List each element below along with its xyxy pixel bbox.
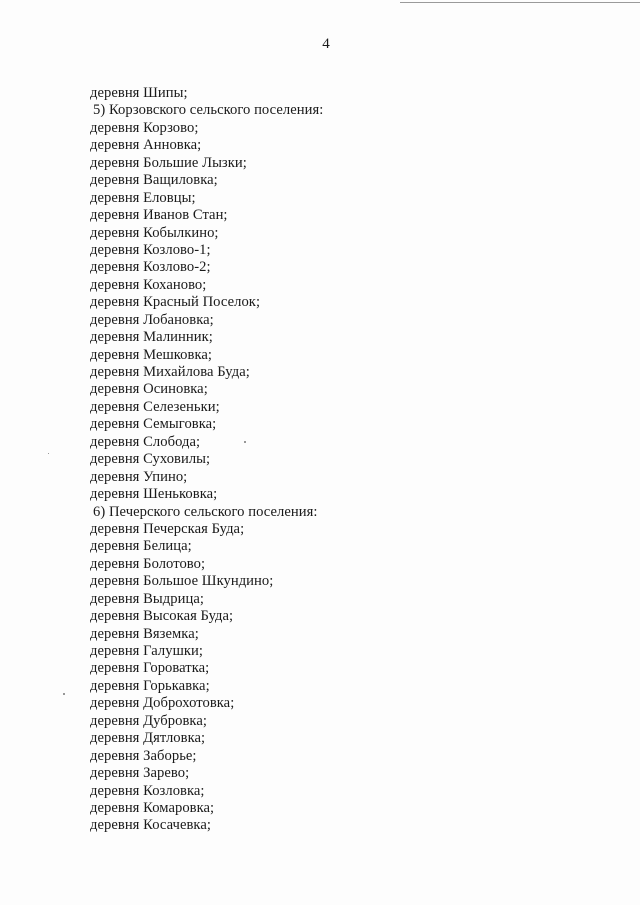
village-entry: деревня Комаровка; [90,799,215,816]
village-entry: деревня Белица; [90,538,192,555]
village-entry: деревня Лобановка; [90,311,214,328]
village-entry: деревня Козлово-1; [90,241,211,258]
section-heading: 5) Корзовского сельского поселения: [93,102,324,119]
village-entry: деревня Доброхотовка; [90,695,235,712]
page-number: 4 [322,36,330,52]
village-entry: деревня Вяземка; [90,625,199,642]
village-entry: деревня Дубровка; [90,712,207,729]
village-entry: деревня Мешковка; [90,346,213,363]
village-entry: деревня Осиновка; [90,381,208,398]
settlement-list [90,85,510,835]
village-entry: деревня Галушки; [90,643,203,659]
village-entry: деревня Горoватка; [90,660,210,677]
village-entry: деревня Зарево; [90,765,190,782]
scan-speck [63,693,65,695]
village-entry: деревня Печерская Буда; [90,520,245,537]
village-entry: деревня Шипы; [90,85,188,101]
scan-speck [244,441,246,443]
village-entry: деревня Козлово-2; [90,259,211,276]
village-entry: деревня Болотово; [90,555,206,572]
top-edge-rule [400,2,640,3]
section-heading: 6) Печерского сельского поселения: [93,503,318,520]
village-entry: деревня Селезеньки; [90,398,220,415]
village-entry: деревня Дятловка; [90,730,206,747]
village-entry: деревня Шеньковка; [90,486,218,503]
village-entry: деревня Выдрица; [90,590,204,607]
village-entry: деревня Слобода; [90,433,201,450]
village-entry: деревня Косачевка; [90,817,211,834]
village-entry: деревня Корзово; [90,119,199,136]
village-entry: деревня Ващиловка; [90,172,218,189]
village-entry: деревня Малинник; [90,329,213,346]
village-entry: деревня Семыговка; [90,416,217,433]
village-entry: деревня Большие Лызки; [90,154,247,171]
village-entry: деревня Горькавка; [90,677,210,694]
village-entry: деревня Заборье; [90,747,197,764]
village-entry: деревня Еловцы; [90,189,196,206]
scan-speck [48,453,49,454]
village-entry: деревня Козловка; [90,782,205,799]
village-entry: деревня Иванов Стан; [90,207,228,224]
village-entry: деревня Коханово; [90,276,207,293]
village-entry: деревня Кобылкино; [90,224,219,241]
village-entry: деревня Анновка; [90,137,202,154]
village-entry: деревня Суховилы; [90,451,211,468]
village-entry: деревня Красный Поселок; [90,294,261,311]
village-entry: деревня Большое Шкундино; [90,573,274,590]
village-entry: деревня Упино; [90,468,188,485]
village-entry: деревня Михайлова Буда; [90,364,250,380]
village-entry: деревня Высокая Буда; [90,608,234,625]
